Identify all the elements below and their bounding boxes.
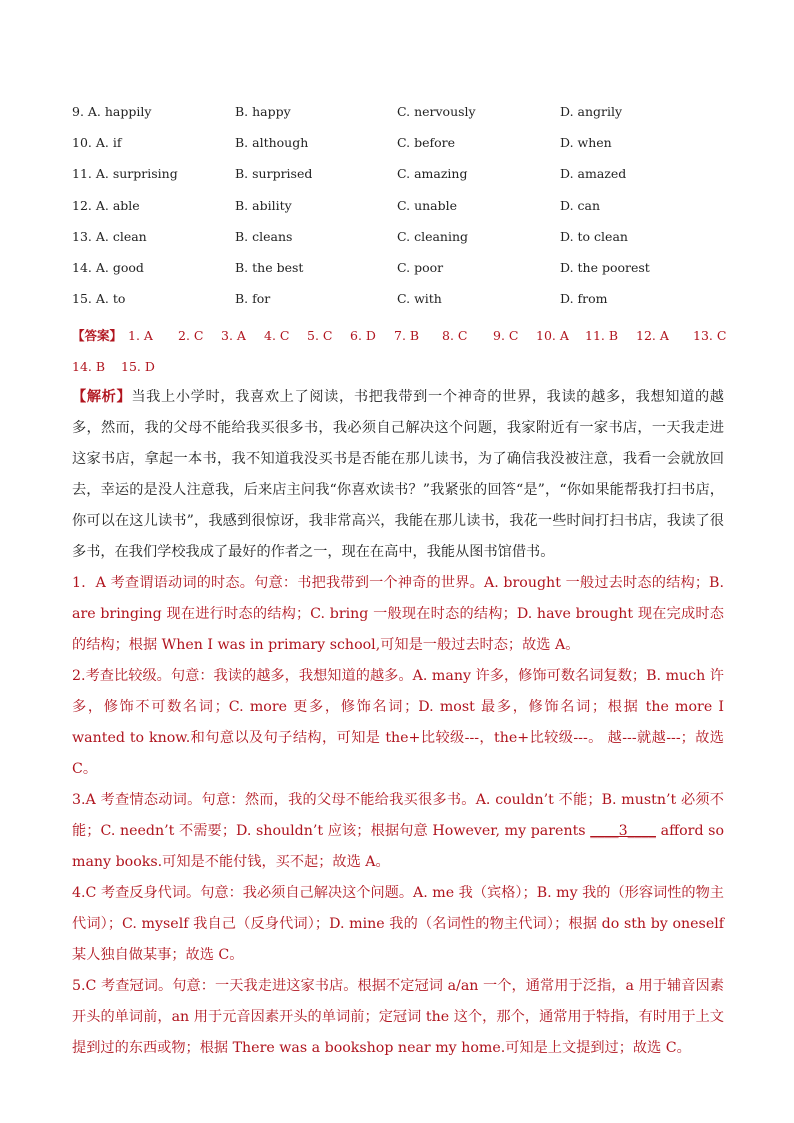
option-d: D. angrily bbox=[560, 104, 623, 119]
answer-item: 1. A bbox=[128, 328, 153, 343]
answer-item: 5. C bbox=[307, 328, 333, 343]
blank-3: ____3____ bbox=[590, 823, 656, 839]
option-c: C. unable bbox=[397, 197, 458, 213]
answer-item: 14. B bbox=[72, 359, 106, 374]
option-a: 10. A. if bbox=[72, 135, 122, 151]
answer-item: 12. A bbox=[636, 328, 669, 343]
answer-item: 4. C bbox=[264, 328, 290, 343]
analysis-translation: 当我上小学时，我喜欢上了阅读，书把我带到一个神奇的世界，我读的越多，我想知道的越多，然而，我的父母不能给我买很多书，我必须自己解决这个问题，我家附近有一家书店，一天我走进这家书店，拿起一本书，我不知道我没买书是否能在那儿读书，为了确信我没被注意，我看一会就放回去，幸运的是没人注意我，后来店主问我“你喜欢读书？”我紧张的回答“是”，“你如果能帮我打扫书店，你可以在这儿读书”，我感到很惊讶，我非常高兴，我能在那儿读书，我花一些时间打扫书店，我读了很多书，在我们学校我成了最好的作者之一，现在在高中，我能从图书馆借书。 bbox=[72, 389, 724, 560]
answer-item: 9. C bbox=[493, 328, 519, 343]
option-a: 15. A. to bbox=[72, 291, 126, 307]
option-row-11 bbox=[72, 164, 732, 195]
option-d: D. to clean bbox=[560, 228, 628, 244]
option-a: 12. A. able bbox=[72, 197, 140, 213]
answer-item: 6. D bbox=[350, 328, 376, 343]
option-c: C. nervously bbox=[397, 104, 476, 119]
option-b: B. cleans bbox=[235, 228, 293, 244]
explanation-q3-part2: afford so many books.可知是不能付钱，买不起；故选 A。 bbox=[72, 823, 724, 870]
answer-item: 11. B bbox=[585, 328, 619, 343]
option-b: B. the best bbox=[235, 259, 304, 275]
option-c: C. before bbox=[397, 135, 455, 151]
option-b: B. surprised bbox=[235, 166, 313, 182]
analysis-label: 【解析】 bbox=[72, 389, 132, 405]
option-row-13 bbox=[72, 227, 732, 258]
option-row-12 bbox=[72, 196, 732, 227]
answer-item: 7. B bbox=[394, 328, 420, 343]
option-c: C. cleaning bbox=[397, 228, 469, 244]
option-d: D. the poorest bbox=[560, 259, 650, 275]
option-c: C. amazing bbox=[397, 166, 468, 182]
option-b: B. ability bbox=[235, 197, 292, 213]
option-row-15 bbox=[72, 289, 732, 320]
option-c: C. with bbox=[397, 291, 442, 307]
option-d: D. from bbox=[560, 291, 608, 307]
explanation-q4: 4.C 考查反身代词。句意：我必须自己解决这个问题。A. me 我（宾格）；B. my 我的（形容词性的物主代词）；C. myself 我自己（反身代词）；D. mine 我的（名词性的物主代词）；根据 do sth by oneself 某人独自做某事；故选 C。 bbox=[72, 885, 724, 963]
option-row-14 bbox=[72, 258, 732, 289]
answer-item: 10. A bbox=[536, 328, 569, 343]
answer-item: 13. C bbox=[693, 328, 727, 343]
explanation-q2: 2.考查比较级。句意：我读的越多，我想知道的越多。A. many 许多，修饰可数名词复数；B. much 许多，修饰不可数名词；C. more 更多，修饰名词；D. most 最多，修饰名词；根据 the more I wanted to know.和句意以及句子结构，可知是 the+比较级---，the+比较级---。 越---就越---；故选 C。 bbox=[72, 668, 724, 777]
option-a: 13. A. clean bbox=[72, 228, 147, 244]
explanation-q3-part1: 3.A 考查情态动词。句意：然而，我的父母不能给我买很多书。A. couldn’t 不能；B. mustn’t 必须不能；C. needn’t 不需要；D. shouldn’t 应该；根据句意 However, my parents bbox=[72, 792, 724, 839]
option-b: B. for bbox=[235, 291, 271, 307]
answer-item: 2. C bbox=[178, 328, 204, 343]
answer-item: 15. D bbox=[121, 359, 155, 374]
option-b: B. happy bbox=[235, 104, 291, 119]
answer-label: 【答案】 bbox=[72, 328, 123, 343]
option-row-9 bbox=[72, 102, 732, 133]
option-d: D. can bbox=[560, 197, 601, 213]
option-d: D. when bbox=[560, 135, 612, 151]
option-a: 14. A. good bbox=[72, 259, 144, 275]
option-c: C. poor bbox=[397, 259, 444, 275]
option-d: D. amazed bbox=[560, 166, 627, 182]
option-b: B. although bbox=[235, 135, 309, 151]
option-a: 9. A. happily bbox=[72, 104, 152, 119]
analysis-intro bbox=[72, 382, 724, 568]
analysis-section bbox=[72, 382, 724, 1064]
answer-item: 3. A bbox=[221, 328, 246, 343]
explanation-q5: 5.C 考查冠词。句意：一天我走进这家书店。根据不定冠词 a/an 一个，通常用于泛指，a 用于辅音因素开头的单词前，an 用于元音因素开头的单词前；定冠词 the 这个，那个，通常用于特指，有时用于上文提到过的东西或物；根据 There was a bookshop near my home.可知是上文提到过；故选 C。 bbox=[72, 978, 724, 1056]
explanation-q3 bbox=[72, 785, 724, 878]
option-row-10 bbox=[72, 133, 732, 164]
options-table bbox=[72, 102, 732, 320]
explanation-q1: 1．A 考查谓语动词的时态。句意：书把我带到一个神奇的世界。A. brought 一般过去时态的结构；B. are bringing 现在进行时态的结构；C. bring 一般现在时态的结构；D. have brought 现在完成时态的结构；根据 When I was in primary school,可知是一般过去时态；故选 A。 bbox=[72, 575, 724, 653]
option-a: 11. A. surprising bbox=[72, 166, 178, 182]
answer-item: 8. C bbox=[442, 328, 468, 343]
